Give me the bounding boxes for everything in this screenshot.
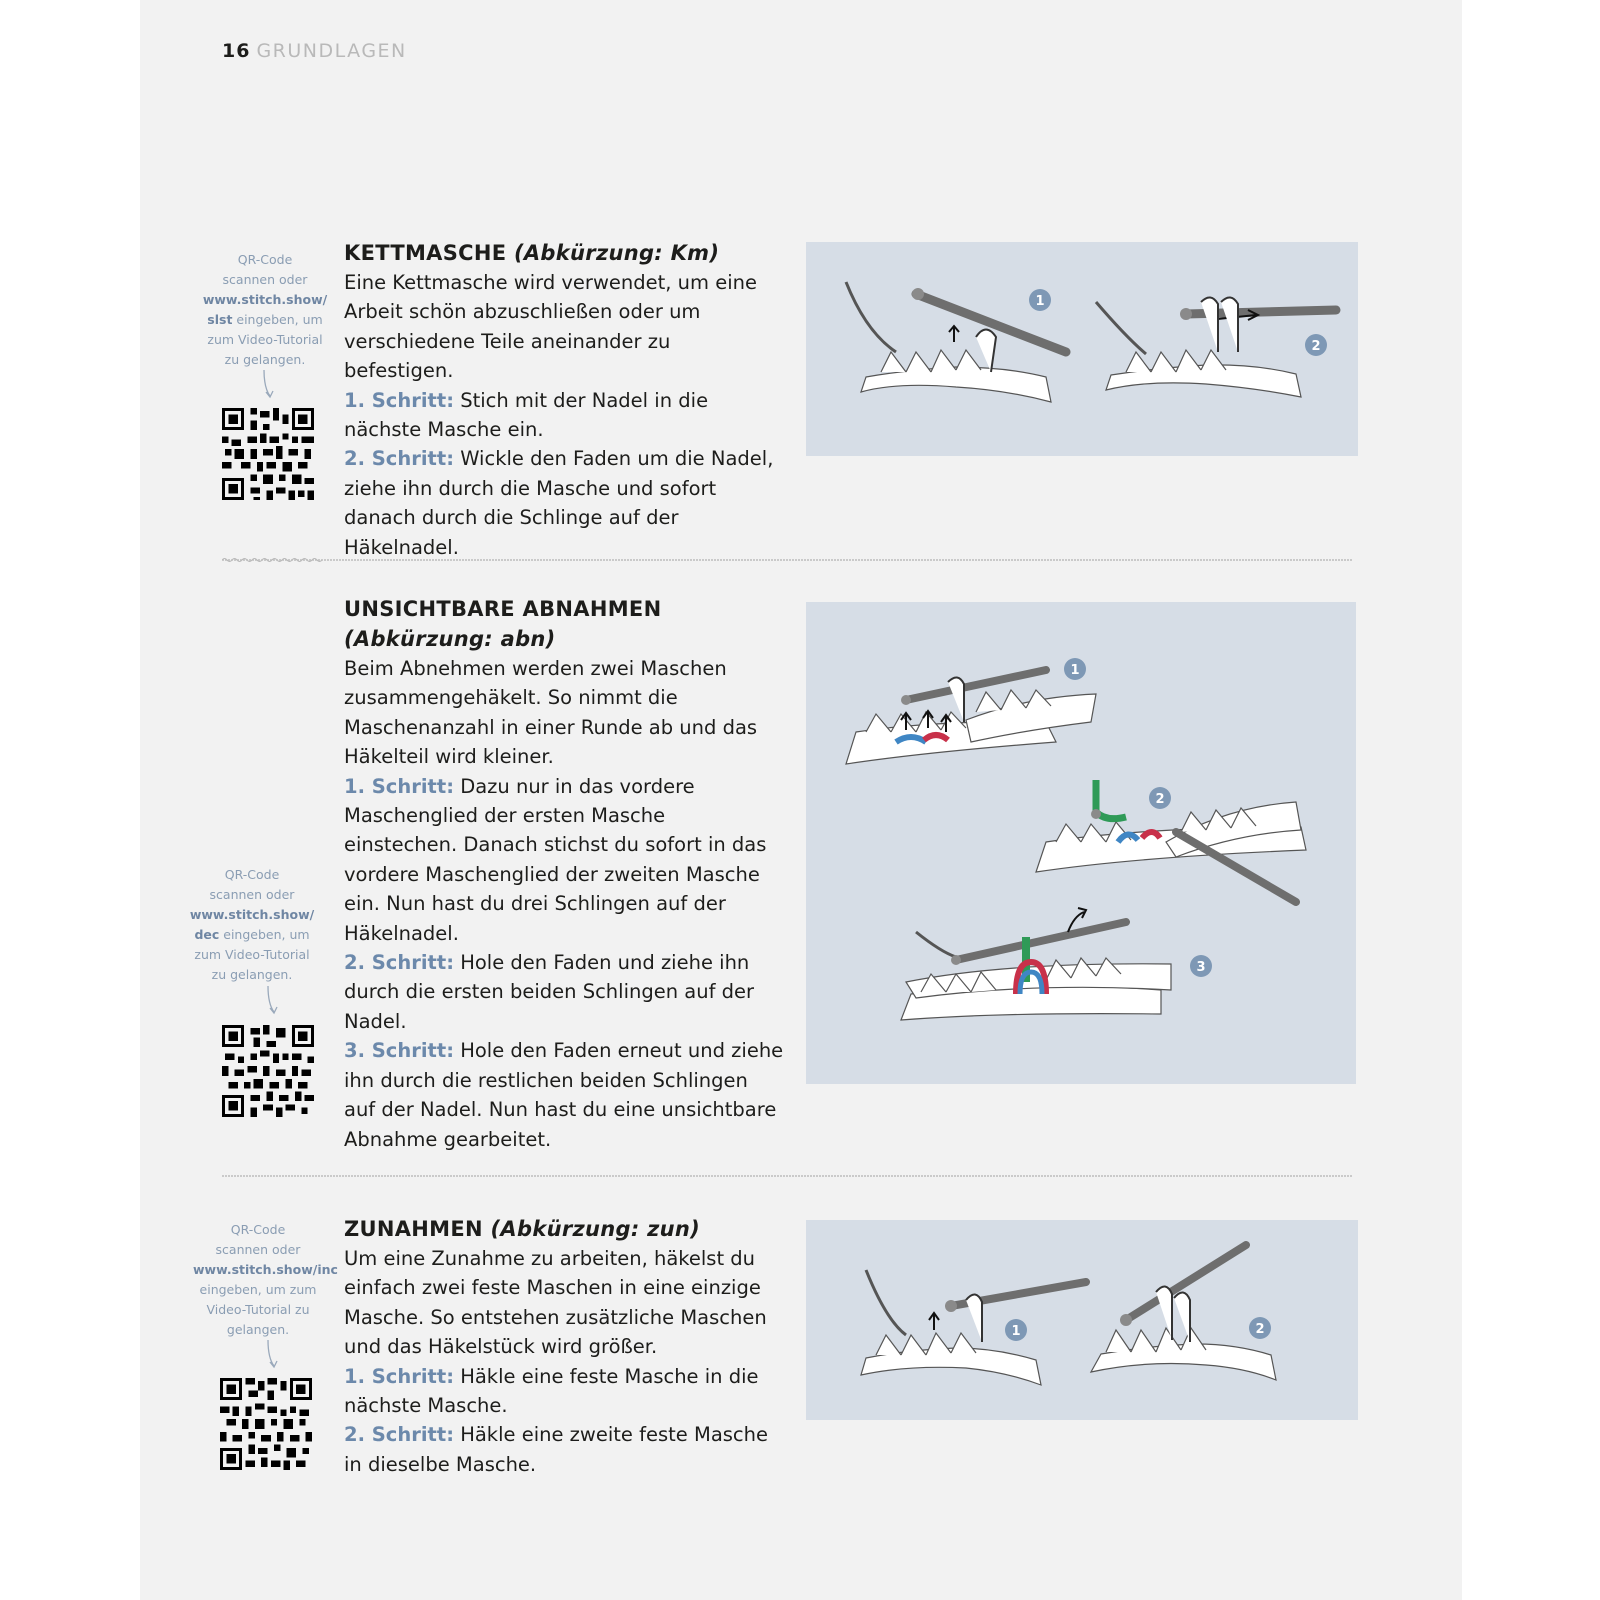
svg-text:3: 3 bbox=[1196, 960, 1206, 975]
wavy-divider bbox=[222, 557, 1352, 563]
step-marker-3 bbox=[1190, 955, 1212, 977]
stitch-row-left bbox=[846, 282, 1051, 402]
step-text: Hole den Faden erneut und ziehe ihn durch die restlichen beiden Schlingen auf der Nadel. Nun hast du eine unsichtbare Abnahme gearbeitet. bbox=[344, 1039, 784, 1151]
svg-text:2: 2 bbox=[1155, 792, 1165, 807]
section-heading bbox=[344, 1214, 784, 1244]
step-1 bbox=[344, 1362, 784, 1421]
section-heading bbox=[344, 594, 784, 654]
qr-code-icon[interactable] bbox=[222, 1025, 314, 1117]
step-marker-2 bbox=[1149, 787, 1171, 809]
step-label: 2. Schritt: bbox=[344, 951, 454, 975]
step-text: Stich mit der Nadel in die nächste Masche ein. bbox=[344, 388, 709, 442]
wavy-divider bbox=[222, 1173, 1352, 1179]
step-2 bbox=[344, 948, 784, 1036]
qr-hint-line: eingeben, um zum Video-Tutorial zu gelangen. bbox=[207, 312, 323, 367]
step-1 bbox=[344, 772, 784, 948]
illustration-kettmasche bbox=[806, 242, 1358, 456]
heading-text: KETTMASCHE bbox=[344, 241, 507, 265]
stitch-row-2 bbox=[1036, 802, 1306, 872]
step-1 bbox=[344, 386, 784, 445]
stitch-row-right bbox=[1091, 1328, 1276, 1380]
qr-code-icon[interactable] bbox=[220, 1378, 312, 1470]
step-label: 2. Schritt: bbox=[344, 1423, 454, 1447]
section-title: GRUNDLAGEN bbox=[256, 40, 407, 62]
qr-hint-line: scannen oder bbox=[209, 887, 295, 902]
svg-text:2: 2 bbox=[1255, 1322, 1265, 1337]
intro-text: Um eine Zunahme zu arbeiten, häkelst du einfach zwei feste Maschen in eine einzige Masche. So entstehen zusätzliche Maschen und das Häkelstück wird größer. bbox=[344, 1247, 767, 1359]
section-heading bbox=[344, 238, 784, 268]
qr-hint bbox=[187, 865, 317, 985]
page-number: 16 bbox=[222, 40, 251, 62]
qr-url[interactable]: slst bbox=[207, 312, 233, 327]
svg-text:1: 1 bbox=[1011, 1324, 1021, 1339]
illustration-zunahmen bbox=[806, 1220, 1358, 1420]
section-text bbox=[344, 238, 784, 562]
heading-abbreviation: (Abkürzung: abn) bbox=[344, 627, 556, 651]
qr-hint-line: QR-Code bbox=[237, 252, 293, 267]
qr-hint-line: eingeben, um zum Video-Tutorial zu gelangen. bbox=[199, 1282, 317, 1337]
step-marker-2 bbox=[1249, 1317, 1271, 1339]
qr-url[interactable]: dec bbox=[194, 927, 220, 942]
arrow-down-icon bbox=[258, 370, 278, 400]
step-text: Dazu nur in das vordere Maschenglied der ersten Masche einstechen. Danach stichst du sofort in das vordere Maschenglied der zweiten Masche ein. Nun hast du drei Schlingen auf der Häkelnadel. bbox=[344, 774, 767, 945]
qr-hint-line: QR-Code bbox=[224, 867, 280, 882]
step-label: 1. Schritt: bbox=[344, 774, 454, 798]
arrow-down-icon bbox=[262, 1340, 282, 1370]
heading-text: ZUNAHMEN bbox=[344, 1217, 483, 1241]
heading-abbreviation: (Abkürzung: zun) bbox=[490, 1217, 701, 1241]
step-marker-2 bbox=[1305, 334, 1327, 356]
step-3 bbox=[344, 1036, 784, 1154]
hook-right bbox=[1120, 1245, 1246, 1342]
qr-hint-line: QR-Code bbox=[230, 1222, 286, 1237]
step-label: 3. Schritt: bbox=[344, 1039, 454, 1063]
arrow-down-icon bbox=[262, 986, 282, 1016]
step-label: 1. Schritt: bbox=[344, 388, 454, 412]
qr-hint bbox=[200, 250, 330, 370]
qr-code-icon[interactable] bbox=[222, 408, 314, 500]
section-text bbox=[344, 1214, 784, 1479]
illustration-abnahmen bbox=[806, 602, 1356, 1084]
svg-text:2: 2 bbox=[1311, 339, 1321, 354]
stitch-row-1 bbox=[846, 690, 1096, 764]
step-2 bbox=[344, 444, 784, 562]
qr-url[interactable]: www.stitch.show/ bbox=[189, 907, 315, 922]
intro-text: Beim Abnehmen werden zwei Maschen zusammengehäkelt. So nimmt die Maschenanzahl in einer Runde ab und das Häkelteil wird kleiner. bbox=[344, 657, 758, 769]
svg-text:1: 1 bbox=[1035, 294, 1045, 309]
step-text: Wickle den Faden um die Nadel, ziehe ihn durch die Masche und sofort danach durch die Schlinge auf der Häkelnadel. bbox=[344, 447, 774, 559]
qr-url[interactable]: www.stitch.show/ bbox=[202, 292, 328, 307]
qr-hint-line: scannen oder bbox=[215, 1242, 301, 1257]
step-text: Häkle eine feste Masche in die nächste Masche. bbox=[344, 1364, 759, 1418]
step-marker-1 bbox=[1064, 658, 1086, 680]
qr-hint bbox=[193, 1220, 338, 1340]
step-label: 1. Schritt: bbox=[344, 1364, 454, 1388]
svg-text:1: 1 bbox=[1070, 663, 1080, 678]
step-marker-1 bbox=[1029, 289, 1051, 311]
step-text: Hole den Faden und ziehe ihn durch die ersten beiden Schlingen auf der Nadel. bbox=[344, 951, 755, 1033]
heading-abbreviation: (Abkürzung: Km) bbox=[513, 241, 720, 265]
heading-text: UNSICHTBARE ABNAHMEN bbox=[344, 597, 662, 621]
step-2 bbox=[344, 1420, 784, 1479]
step-text: Häkle eine zweite feste Masche in dieselbe Masche. bbox=[344, 1423, 768, 1476]
step-label: 2. Schritt: bbox=[344, 447, 454, 471]
intro-text: Eine Kettmasche wird verwendet, um eine Arbeit schön abzuschließen oder um verschiedene Teile aneinander zu befestigen. bbox=[344, 271, 757, 383]
qr-url[interactable]: www.stitch.show/inc bbox=[193, 1262, 338, 1277]
section-text bbox=[344, 594, 784, 1154]
page-header bbox=[222, 40, 407, 62]
qr-hint-line: scannen oder bbox=[222, 272, 308, 287]
step-marker-1 bbox=[1005, 1319, 1027, 1341]
qr-hint-line: eingeben, um zum Video-Tutorial zu gelangen. bbox=[194, 927, 310, 982]
